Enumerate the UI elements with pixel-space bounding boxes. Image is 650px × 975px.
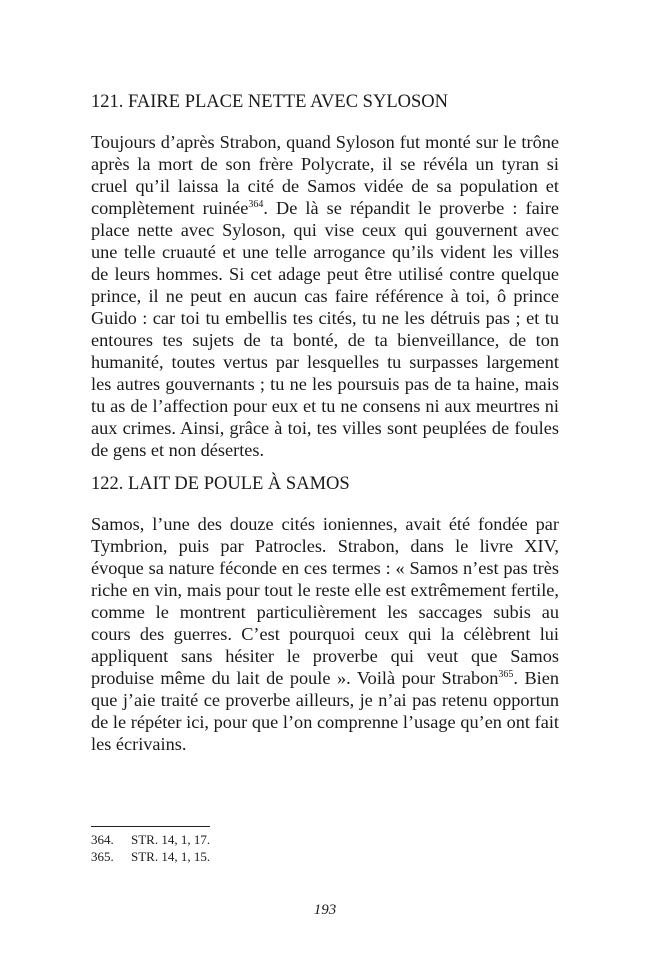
- section-122-text-a: Samos, l’une des douze cités ioniennes, avait été fondée par Tymbrion, puis par Patrocles. Strabon, dans le livre XIV, évoque sa nature féconde en ces termes : « Samos n’est pas très riche en vin, mais pour tout le reste elle est extrêmement fertile, comme le montrent particulièrement les saccages subis au cours des guerres. C’est pourquoi ceux qui la célèbrent lui appliquent sans hésiter le proverbe qui veut que Samos produise même du lait de poule ». Voilà pour Strabon: [91, 514, 559, 688]
- section-122-heading: 122. LAIT DE POULE À SAMOS: [91, 474, 350, 494]
- footnotes: [91, 831, 210, 865]
- footnote-text: STR. 14, 1, 17.: [131, 832, 211, 847]
- section-122-paragraph: [91, 513, 559, 755]
- footnote-364: [91, 831, 210, 848]
- page-number: 193: [313, 902, 337, 918]
- section-121-paragraph: [91, 131, 559, 461]
- footnote-ref-365[interactable]: 365: [498, 668, 514, 680]
- footnote-ref-364[interactable]: 364: [248, 198, 264, 210]
- footnote-365: [91, 848, 210, 865]
- footnote-number: 365.: [91, 849, 114, 864]
- footnote-divider: [91, 826, 210, 827]
- footnote-text: STR. 14, 1, 15.: [131, 849, 211, 864]
- section-121-text-a: Toujours d’après Strabon, quand Syloson fut monté sur le trône après la mort de son frère Polycrate, il se révéla un tyran si cruel qu’il laissa la cité de Samos vidée de sa population et complètement ruinée: [91, 132, 559, 218]
- section-122-text-b: . Bien que j’aie traité ce proverbe ailleurs, je n’ai pas retenu opportun de le répéter ici, pour que l’on comprenne l’usage qu’en ont fait les écrivains.: [91, 668, 559, 754]
- section-121-text-b: . De là se répandit le proverbe : faire place nette avec Syloson, qui vise ceux qui gouvernent avec une telle cruauté et une telle arrogance qu’ils vident les villes de leurs hommes. Si cet adage peut être utilisé contre quelque prince, il ne peut en aucun cas faire référence à toi, ô prince Guido : car toi tu embellis tes cités, tu ne les détruis pas ; et tu entoures tes sujets de ta bonté, de ta bienveillance, de ton humanité, toutes vertus par lesquelles tu surpasses largement les autres gouvernants ; tu ne les poursuis pas de ta haine, mais tu as de l’affection pour eux et tu ne consens ni aux meurtres ni aux crimes. Ainsi, grâce à toi, tes villes sont peuplées de foules de gens et non désertes.: [91, 198, 559, 460]
- footnote-number: 364.: [91, 832, 114, 847]
- section-121-heading: 121. FAIRE PLACE NETTE AVEC SYLOSON: [91, 92, 449, 112]
